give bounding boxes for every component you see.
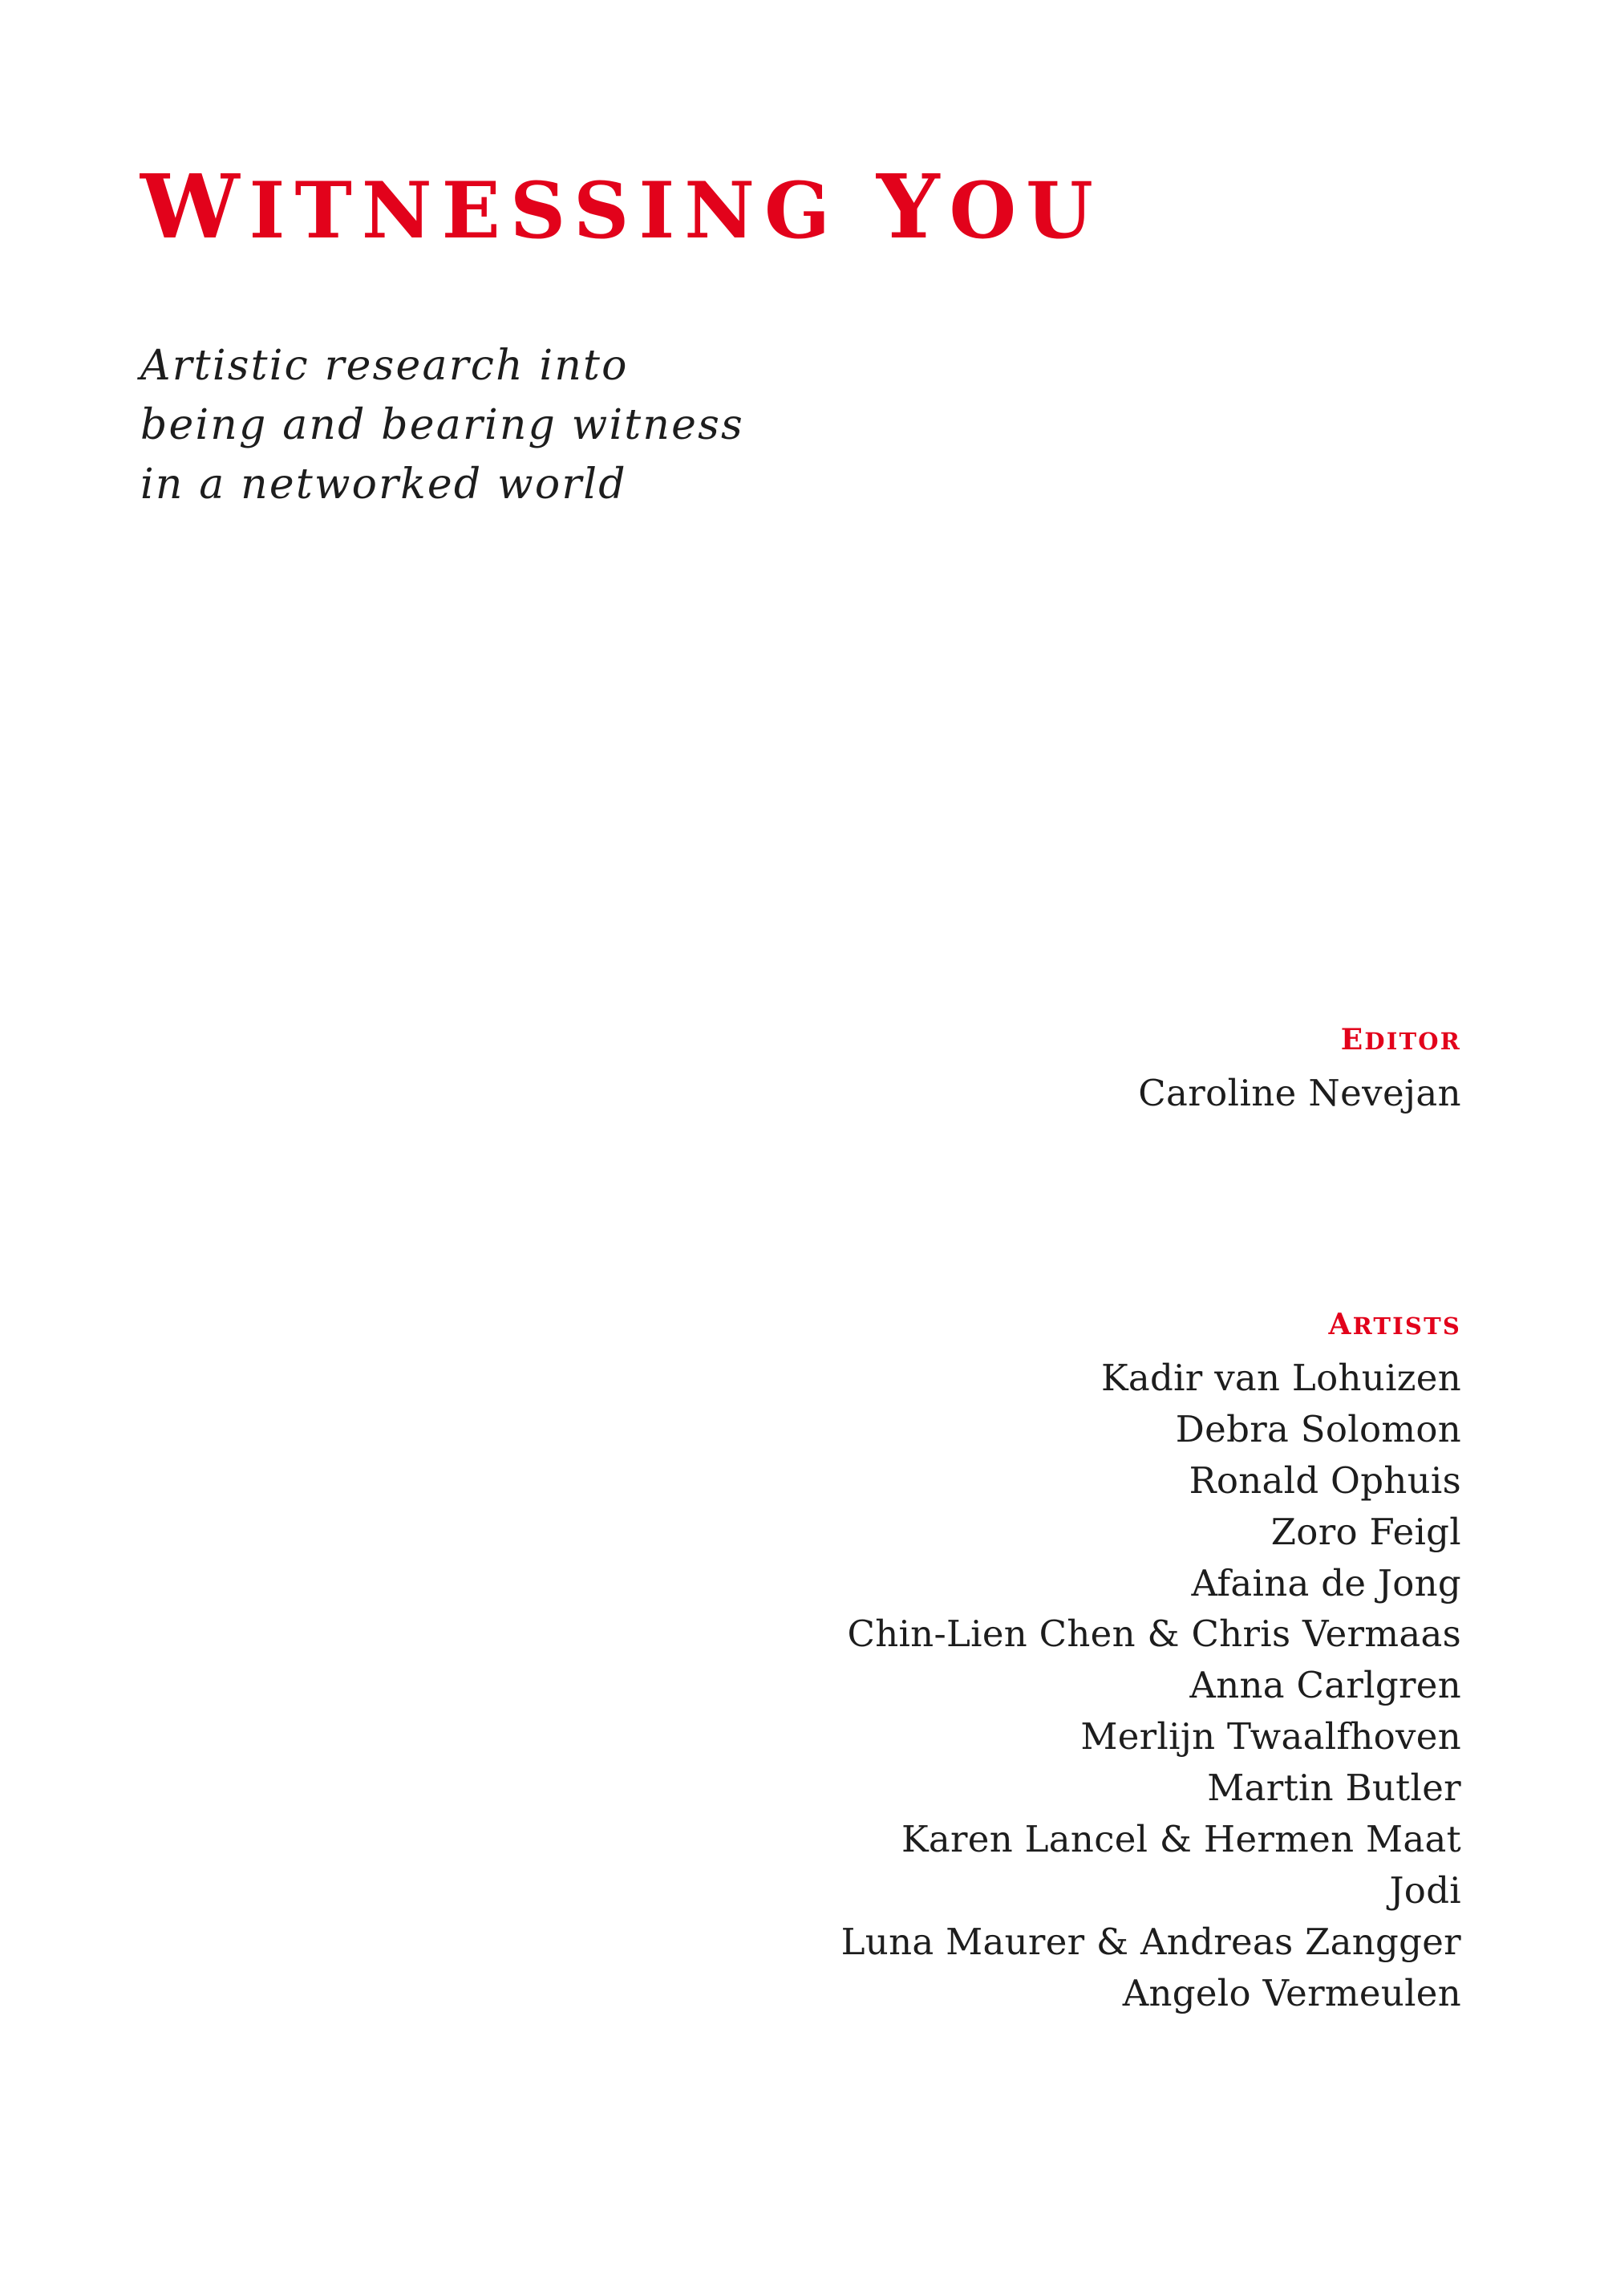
list-item: Martin Butler: [1207, 1767, 1461, 1810]
list-item: Kadir van Lohuizen: [1100, 1357, 1461, 1399]
subtitle-line-3: in a networked world: [140, 460, 627, 509]
list-item: Luna Maurer & Andreas Zangger: [840, 1920, 1461, 1963]
page-title: [140, 155, 1456, 258]
editor-heading: EDITOR: [1340, 1023, 1461, 1057]
subtitle-line-2: being and bearing witness: [140, 400, 744, 449]
title-second-word: YOU: [877, 155, 1103, 258]
artist-list: [419, 1353, 1461, 2019]
subtitle: [140, 337, 1183, 514]
list-item: Chin-Lien Chen & Chris Vermaas: [847, 1612, 1461, 1656]
artists-block: [419, 1308, 1461, 2019]
title-block: [140, 155, 1456, 258]
list-item: Afaina de Jong: [1191, 1561, 1461, 1604]
editor-name: Caroline Nevejan: [1138, 1072, 1461, 1114]
title-main-word: WITNESSING: [140, 155, 840, 258]
list-item: Ronald Ophuis: [1189, 1458, 1461, 1502]
list-item: Karen Lancel & Hermen Maat: [901, 1818, 1461, 1861]
subtitle-line-1: Artistic research into: [140, 342, 629, 390]
list-item: Angelo Vermeulen: [1122, 1971, 1461, 2014]
list-item: Merlijn Twaalfhoven: [1080, 1715, 1461, 1759]
list-item: Debra Solomon: [1175, 1407, 1461, 1450]
list-item: Anna Carlgren: [1189, 1664, 1461, 1707]
editor-block: [419, 1023, 1461, 1119]
list-item: Jodi: [1389, 1868, 1461, 1912]
list-item: Zoro Feigl: [1270, 1510, 1461, 1553]
artists-heading: ARTISTS: [1328, 1308, 1461, 1341]
